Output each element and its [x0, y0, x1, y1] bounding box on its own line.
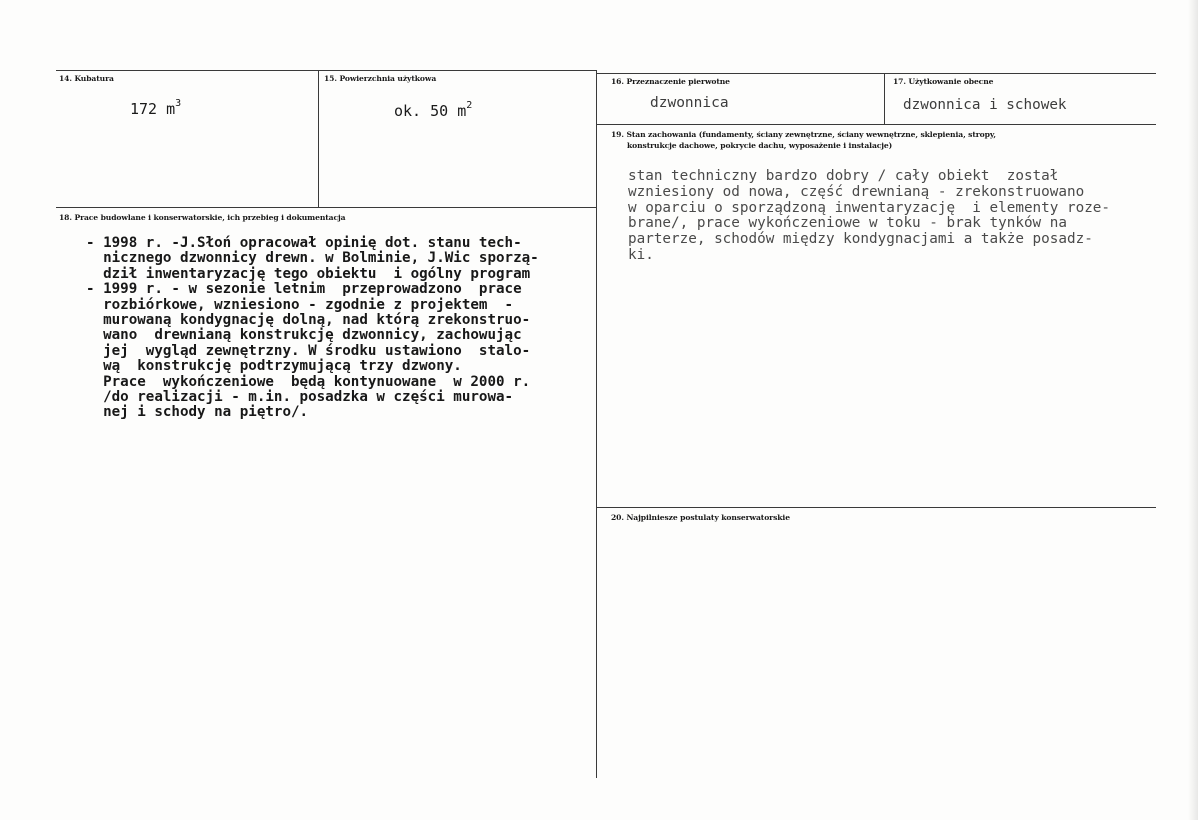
field-14-label: 14. Kubatura [59, 74, 114, 83]
field-18-line: /do realizacji - m.in. posadzka w części murowa- [86, 389, 514, 406]
divider-col1 [318, 70, 319, 208]
field-20-label: 20. Najpilniesze postulaty konserwatorskie [611, 513, 790, 522]
divider-main [596, 70, 597, 778]
field-18-line: dził inwentaryzację tego obiektu i ogólny program [86, 265, 531, 282]
rule-under-16-17 [596, 124, 1156, 125]
field-18-line: - 1999 r. - w sezonie letnim przeprowadzono prace [86, 281, 522, 298]
field-19-label-line1: 19. Stan zachowania (fundamenty, ściany zewnętrzne, ściany wewnętrzne, sklepienia, stropy, [611, 130, 996, 139]
field-19-line: stan techniczny bardzo dobry / cały obiekt został [628, 168, 1059, 184]
field-18-line: jej wygląd zewnętrzny. W środku ustawiono stalo- [86, 342, 531, 359]
field-15-exponent: 2 [466, 100, 473, 111]
field-19-body [628, 169, 1110, 264]
field-15-number: ok. 50 m [394, 102, 467, 120]
field-18-line: wano drewnianą konstrukcję dzwonnicy, zachowując [86, 327, 522, 344]
divider-col3 [884, 73, 885, 125]
field-14-exponent: 3 [175, 98, 182, 109]
field-14-value [130, 100, 181, 118]
top-rule-right [596, 73, 1156, 74]
field-18-line: murowaną kondygnację dolną, nad którą zrekonstruo- [86, 312, 531, 329]
field-18-line: Prace wykończeniowe będą kontynuowane w 2000 r. [86, 373, 531, 390]
field-19-line: w oparciu o sporządzoną inwentaryzację i elementy roze- [628, 199, 1111, 216]
field-17-value: dzwonnica i schowek [903, 97, 1067, 113]
field-19-line: ki. [628, 246, 654, 263]
scan-page-edge [1188, 0, 1198, 820]
field-17-label: 17. Użytkowanie obecne [893, 77, 994, 86]
field-18-line: nicznego dzwonnicy drewn. w Bolminie, J.Wic sporzą- [86, 250, 539, 267]
rule-under-14-15 [56, 207, 596, 208]
top-rule-left [56, 70, 596, 71]
field-18-line: - 1998 r. -J.Słoń opracował opinię dot. stanu tech- [86, 235, 522, 251]
field-19-line: brane/, prace wykończeniowe w toku - brak tynków na [628, 215, 1067, 232]
field-18-body [86, 236, 539, 421]
rule-under-19 [596, 507, 1156, 508]
field-19-label-line2: konstrukcje dachowe, pokrycie dachu, wyposażenie i instalacje) [627, 141, 893, 150]
field-18-line: wą konstrukcję podtrzymującą trzy dzwony. [86, 358, 462, 375]
field-19-line: parterze, schodów między kondygnacjami a także posadz- [628, 231, 1093, 248]
field-18-line: nej i schody na piętro/. [86, 404, 309, 421]
field-15-label: 15. Powierzchnia użytkowa [324, 74, 437, 83]
field-19-line: wzniesiony od nowa, część drewnianą - zrekonstruowano [628, 183, 1085, 200]
field-18-line: rozbiórkowe, wzniesiono - zgodnie z projektem - [86, 296, 514, 313]
field-15-value [394, 102, 472, 120]
field-16-value: dzwonnica [650, 95, 729, 111]
field-16-label: 16. Przeznaczenie pierwotne [611, 77, 730, 86]
field-14-number: 172 m [130, 100, 176, 118]
field-18-label: 18. Prace budowlane i konserwatorskie, ich przebieg i dokumentacja [59, 213, 346, 222]
